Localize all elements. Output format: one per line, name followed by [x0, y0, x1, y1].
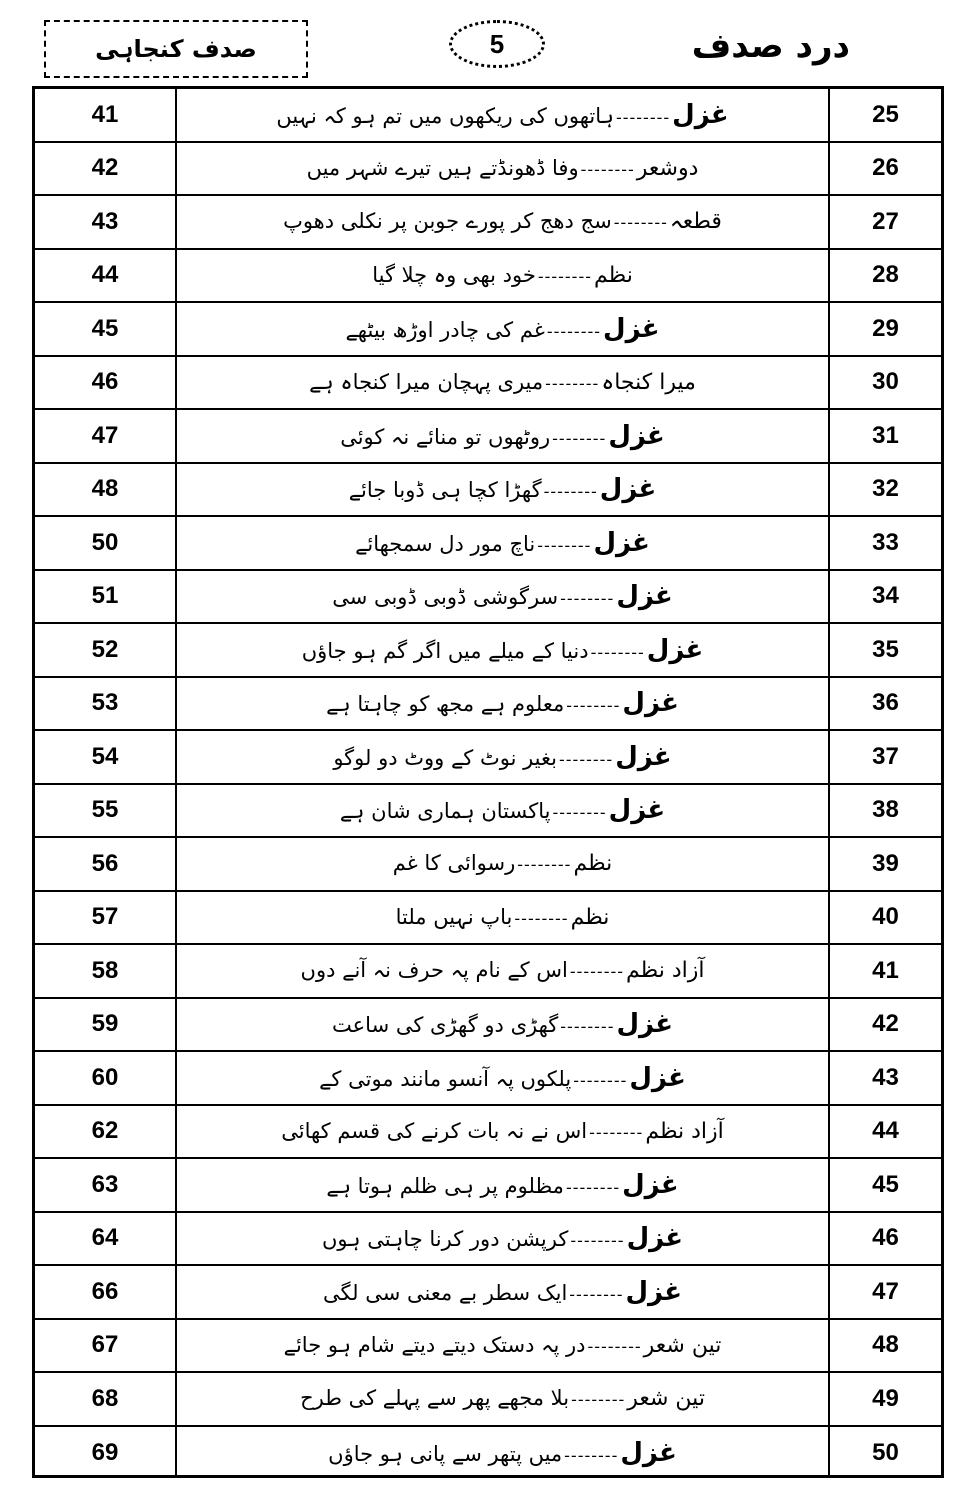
entry-title-cell	[177, 1427, 828, 1481]
page-number-cell: 54	[91, 742, 119, 770]
leader-dashes: --------	[566, 696, 621, 716]
genre-label: غزل	[626, 1223, 684, 1254]
genre-label: غزل	[603, 313, 660, 344]
page-number-cell: 64	[91, 1224, 119, 1252]
entry-title-group	[328, 1438, 677, 1468]
page-number-cell: 55	[91, 796, 119, 824]
book-title: درد صدف	[691, 26, 850, 66]
entry-title-cell	[177, 838, 828, 890]
table-row	[35, 1052, 941, 1106]
table-row	[35, 1213, 941, 1267]
entry-title-cell	[177, 624, 828, 676]
entry-title: روٹھوں تو منائے نہ کوئی	[340, 424, 551, 449]
table-row	[35, 357, 941, 411]
entry-title: معلوم ہے مجھ کو چاہتا ہے	[326, 692, 565, 717]
serial-number-cell: 42	[872, 1010, 899, 1038]
table-row	[35, 250, 941, 304]
page-number-cell: 69	[91, 1439, 119, 1467]
page-number-cell: 47	[91, 421, 119, 449]
entry-title-cell	[177, 999, 828, 1051]
table-row	[35, 1266, 941, 1320]
genre-label: نظم	[570, 904, 610, 930]
entry-title: وفا ڈھونڈتے ہیں تیرے شہر میں	[306, 155, 579, 180]
genre-label: غزل	[629, 1062, 686, 1093]
table-row	[35, 624, 941, 678]
entry-title: اس کے نام پہ حرف نہ آنے دوں	[300, 958, 568, 983]
entry-title-cell	[177, 1052, 828, 1104]
table-row	[35, 464, 941, 518]
leader-dashes: --------	[537, 266, 592, 286]
entry-title-cell	[177, 250, 828, 302]
entry-title-cell	[177, 410, 828, 462]
table-row	[35, 678, 941, 732]
serial-number-cell: 29	[872, 314, 899, 342]
leader-dashes: --------	[552, 803, 607, 823]
entry-title-cell	[177, 785, 828, 837]
table-row	[35, 89, 941, 143]
entry-title-group	[333, 742, 671, 772]
entry-title-group	[326, 1170, 678, 1200]
author-name-box	[44, 20, 308, 78]
genre-label: غزل	[622, 1169, 679, 1200]
serial-number-cell: 35	[872, 635, 899, 663]
entry-title: دنیا کے میلے میں اگر گم ہو جاؤں	[301, 638, 589, 663]
entry-title-cell	[177, 892, 828, 944]
genre-label: آزاد نظم	[626, 958, 705, 984]
genre-label: غزل	[616, 1009, 673, 1040]
leader-dashes: --------	[569, 1284, 624, 1304]
page-number-cell: 62	[91, 1117, 119, 1145]
genre-label: تین شعر	[643, 1332, 722, 1358]
entry-title-group	[300, 1386, 705, 1411]
leader-dashes: --------	[564, 1446, 619, 1466]
serial-number-cell: 26	[872, 154, 899, 182]
entry-title: پلکوں پہ آنسو مانند موتی کے	[319, 1066, 572, 1091]
table-row	[35, 1320, 941, 1374]
entry-title: گھڑا کچا ہی ڈوبا جائے	[348, 478, 542, 503]
genre-label: میرا کنجاہ	[601, 369, 696, 395]
serial-number-cell: 44	[872, 1117, 899, 1145]
genre-label: قطعہ	[669, 209, 722, 235]
leader-dashes: --------	[587, 1336, 642, 1356]
genre-label: غزل	[625, 1276, 682, 1307]
entry-title-cell	[177, 143, 828, 195]
leader-dashes: --------	[537, 535, 592, 555]
leader-dashes: --------	[560, 1017, 615, 1037]
genre-label: غزل	[608, 795, 666, 826]
page-number-cell: 59	[91, 1010, 119, 1038]
entry-title-cell	[177, 571, 828, 623]
serial-number-cell: 33	[872, 528, 899, 556]
page-number-cell: 58	[91, 956, 119, 984]
serial-number-cell: 48	[872, 1331, 899, 1359]
entry-title-cell	[177, 303, 828, 355]
leader-dashes: --------	[569, 962, 625, 982]
serial-number-cell: 37	[872, 742, 899, 770]
serial-number-cell: 40	[872, 903, 899, 931]
entry-title-group	[319, 1063, 686, 1093]
table-row	[35, 892, 941, 946]
page-number-cell: 50	[91, 528, 119, 556]
entry-title: در پہ دستک دیتے دیتے شام ہو جائے	[283, 1332, 586, 1357]
page-number-cell: 51	[91, 582, 119, 610]
entry-title-group	[302, 635, 704, 665]
table-row	[35, 303, 941, 357]
serial-number-cell: 28	[872, 261, 899, 289]
entry-title-group	[340, 421, 665, 451]
entry-title-cell	[177, 357, 828, 409]
genre-label: غزل	[646, 634, 704, 665]
entry-title: گھڑی دو گھڑی کی ساعت	[332, 1013, 559, 1038]
entry-title: میں پتھر سے پانی ہو جاؤں	[328, 1442, 563, 1467]
page-number-cell: 45	[91, 314, 119, 342]
serial-number-cell: 36	[872, 689, 899, 717]
page-number-cell: 66	[91, 1277, 119, 1305]
serial-number-cell: 38	[872, 796, 899, 824]
entry-title: مظلوم پر ہی ظلم ہوتا ہے	[326, 1173, 564, 1198]
entry-title-cell	[177, 517, 828, 569]
genre-label: غزل	[608, 420, 665, 451]
entry-title-cell	[177, 1213, 828, 1265]
page-number-cell: 41	[91, 100, 119, 128]
page-number-cell: 60	[91, 1063, 119, 1091]
page-number-cell: 42	[91, 154, 119, 182]
serial-number-cell: 31	[872, 421, 899, 449]
genre-label: آزاد نظم	[645, 1118, 724, 1144]
entry-title-cell	[177, 731, 828, 783]
entry-title-cell	[177, 1266, 828, 1318]
serial-number-cell: 46	[872, 1224, 899, 1252]
genre-label: غزل	[593, 527, 650, 558]
entry-title: سرگوشی ڈوبی ڈوبی سی	[332, 585, 559, 610]
entry-title-group	[283, 209, 722, 234]
leader-dashes: --------	[543, 482, 598, 502]
entry-title-group	[372, 263, 633, 288]
genre-label: غزل	[620, 1438, 677, 1469]
serial-number-cell: 43	[872, 1063, 899, 1091]
leader-dashes: --------	[590, 642, 645, 662]
page-number-cell: 48	[91, 475, 119, 503]
table-row	[35, 410, 941, 464]
page-number-badge	[449, 20, 545, 68]
leader-dashes: --------	[613, 213, 668, 233]
genre-label: دوشعر	[636, 155, 699, 181]
entry-title: بغیر نوٹ کے ووٹ دو لوگو	[333, 745, 557, 770]
leader-dashes: --------	[552, 428, 607, 448]
entry-title-group	[332, 581, 673, 611]
serial-number-cell: 49	[872, 1384, 899, 1412]
genre-label: غزل	[615, 741, 672, 772]
genre-label: نظم	[573, 851, 613, 877]
leader-dashes: --------	[570, 1231, 625, 1251]
entry-title-cell	[177, 196, 828, 248]
page-number-cell: 63	[91, 1170, 119, 1198]
table-row	[35, 143, 941, 197]
entry-title-cell	[177, 1373, 828, 1425]
entry-title: ناچ مور دل سمجھائے	[355, 531, 536, 556]
entry-title-cell	[177, 464, 828, 516]
leader-dashes: --------	[514, 908, 569, 928]
entry-title-cell	[177, 1106, 828, 1158]
table-row	[35, 517, 941, 571]
table-row	[35, 838, 941, 892]
page-number: 5	[489, 28, 505, 59]
entry-title-group	[349, 474, 657, 504]
page-number-cell: 67	[91, 1331, 119, 1359]
serial-number-cell: 41	[872, 956, 899, 984]
genre-label: تین شعر	[627, 1386, 705, 1412]
leader-dashes: --------	[580, 159, 635, 179]
entry-title-group	[323, 1277, 682, 1307]
entry-title-group	[346, 314, 660, 344]
genre-label: نظم	[594, 262, 633, 288]
entry-title-cell	[177, 678, 828, 730]
entry-title: غم کی چادر اوڑھ بیٹھے	[345, 317, 545, 342]
entry-title: سج دھج کر پورے جوبن پر نکلی دھوپ	[283, 209, 612, 234]
entry-title-group	[307, 156, 699, 181]
leader-dashes: --------	[560, 589, 615, 609]
entry-title: بلا مجھے پھر سے پہلے کی طرح	[300, 1386, 570, 1411]
page-number-cell: 46	[91, 368, 119, 396]
leader-dashes: --------	[615, 107, 671, 127]
leader-dashes: --------	[573, 1070, 628, 1090]
entry-title-group	[281, 1119, 724, 1144]
page-number-cell: 43	[91, 207, 119, 235]
page-number-cell: 52	[91, 635, 119, 663]
entry-title: اس نے نہ بات کرنے کی قسم کھائی	[281, 1118, 588, 1143]
serial-number-cell: 34	[872, 582, 899, 610]
page-number-cell: 53	[91, 689, 119, 717]
leader-dashes: --------	[546, 321, 602, 341]
table-row	[35, 1159, 941, 1213]
genre-label: غزل	[622, 688, 679, 719]
author-name: صدف کنجاہی	[95, 35, 257, 63]
serial-number-cell: 27	[872, 207, 899, 235]
entry-title-group	[332, 1009, 673, 1039]
leader-dashes: --------	[517, 855, 572, 875]
table-row	[35, 785, 941, 839]
page-number-cell: 68	[91, 1384, 119, 1412]
page-header	[0, 0, 968, 88]
table-row	[35, 196, 941, 250]
entry-title: رسوائی کا غم	[392, 851, 516, 876]
genre-label: غزل	[672, 99, 729, 130]
leader-dashes: --------	[559, 749, 614, 769]
entry-title-group	[284, 1333, 722, 1358]
entry-title: ہاتھوں کی ریکھوں میں تم ہو کہ نہیں	[276, 103, 614, 128]
table-row	[35, 1373, 941, 1427]
entry-title-cell	[177, 1159, 828, 1211]
entry-title-group	[355, 528, 650, 558]
table-row	[35, 1427, 941, 1481]
entry-title: ایک سطر بے معنی سی لگی	[323, 1280, 568, 1305]
genre-label: غزل	[599, 474, 657, 505]
page-number-cell: 44	[91, 261, 119, 289]
entry-title-group	[393, 851, 612, 876]
serial-number-cell: 32	[872, 475, 899, 503]
leader-dashes: --------	[589, 1122, 644, 1142]
page-number-cell: 56	[91, 849, 119, 877]
entry-title-group	[301, 958, 705, 983]
serial-number-cell: 30	[872, 368, 899, 396]
page-number-cell: 57	[91, 903, 119, 931]
entry-title: پاکستان ہماری شان ہے	[339, 799, 551, 824]
entry-title: کرپشن دور کرنا چاہتی ہوں	[321, 1227, 569, 1252]
table-of-contents	[32, 86, 944, 1478]
entry-title: میری پہچان میرا کنجاہ ہے	[309, 369, 544, 394]
serial-number-cell: 39	[872, 849, 899, 877]
entry-title-group	[276, 100, 728, 130]
table-row	[35, 945, 941, 999]
table-row	[35, 571, 941, 625]
serial-number-cell: 47	[872, 1277, 899, 1305]
serial-number-cell: 25	[872, 100, 899, 128]
entry-title-group	[309, 370, 696, 395]
entry-title-group	[322, 1223, 683, 1253]
leader-dashes: --------	[565, 1177, 621, 1197]
entry-title: خود بھی وہ چلا گیا	[372, 262, 536, 287]
serial-number-cell: 45	[872, 1170, 899, 1198]
entry-title: باپ نہیں ملتا	[395, 904, 513, 929]
entry-title-cell	[177, 89, 828, 141]
entry-title-group	[326, 688, 679, 718]
entry-title-cell	[177, 945, 828, 997]
table-row	[35, 999, 941, 1053]
table-row	[35, 1106, 941, 1160]
genre-label: غزل	[616, 581, 673, 612]
entry-title-group	[340, 795, 665, 825]
entry-title-group	[396, 905, 610, 930]
leader-dashes: --------	[571, 1390, 626, 1410]
leader-dashes: --------	[545, 373, 600, 393]
entry-title-cell	[177, 1320, 828, 1372]
serial-number-cell: 50	[872, 1439, 899, 1467]
table-row	[35, 731, 941, 785]
